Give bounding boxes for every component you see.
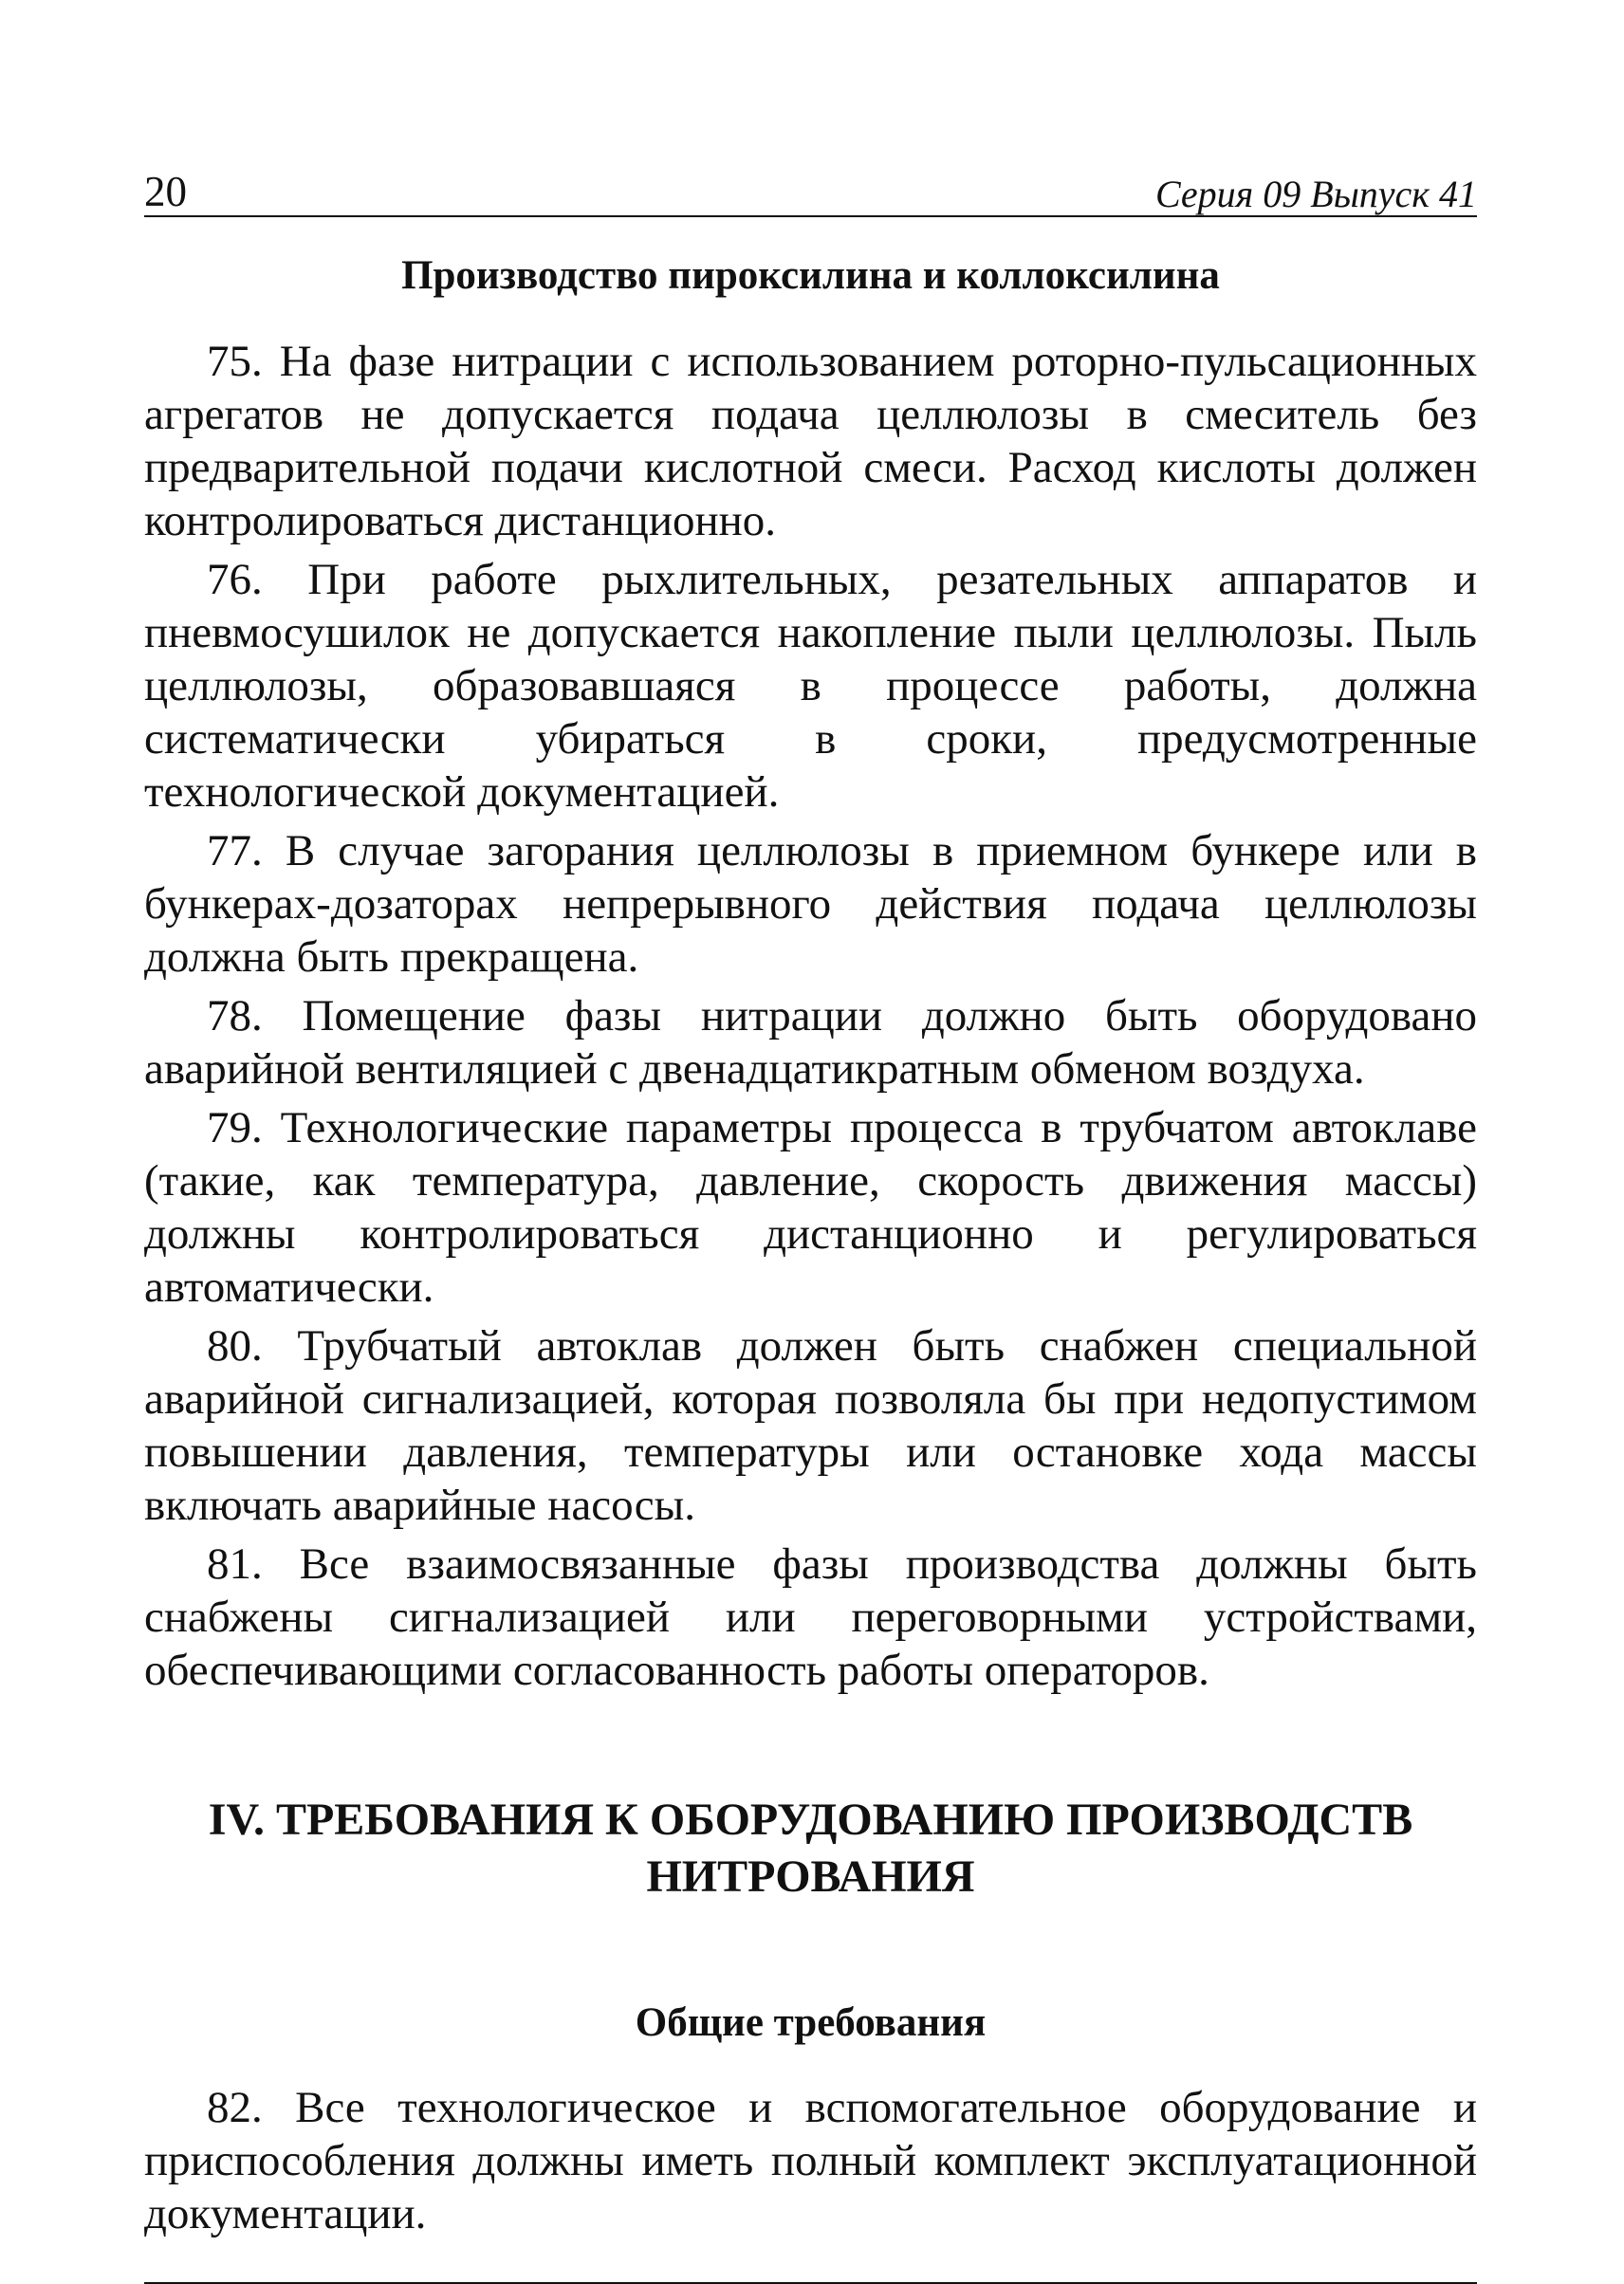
paragraph-75: 75. На фазе нитрации с использованием роторно-пульсационных агрегатов не допускается подача целлюлозы в смеситель без предварительной подачи кислотной смеси. Расход кислоты должен контролироваться дистанционно. — [144, 336, 1477, 545]
paragraph-81: 81. Все взаимосвязанные фазы производства должны быть снабжены сигнализацией или переговорными устройствами, обеспечивающими согласованность работы операторов. — [144, 1538, 1477, 1695]
paragraph-77: 77. В случае загорания целлюлозы в приемном бункере или в бункерах-дозаторах непрерывного действия подача целлюлозы должна быть прекращена. — [144, 825, 1477, 982]
page-header — [144, 157, 1477, 217]
paragraph-82: 82. Все технологическое и вспомогательное оборудование и приспособления должны иметь полный комплект эксплуатационной документации. — [144, 2083, 1477, 2239]
chapter-title-line1: IV. ТРЕБОВАНИЯ К ОБОРУДОВАНИЮ ПРОИЗВОДСТВ — [208, 1794, 1413, 1845]
paragraph-78: 78. Помещение фазы нитрации должно быть оборудовано аварийной вентиляцией с двенадцатикратным обменом воздуха. — [144, 990, 1477, 1094]
chapter-title-line2: НИТРОВАНИЯ — [646, 1851, 975, 1902]
paragraph-80: 80. Трубчатый автоклав должен быть снабжен специальной аварийной сигнализацией, которая позволяла бы при недопустимом повышении давления, температуры или остановке хода массы включать аварийные насосы. — [144, 1320, 1477, 1530]
subsection-title: Общие требования — [635, 1999, 987, 2045]
section-title: Производство пироксилина и коллоксилина — [401, 253, 1220, 298]
chapter-title — [144, 1792, 1477, 1906]
paragraph-79: 79. Технологические параметры процесса в трубчатом автоклаве (такие, как температура, давление, скорость движения массы) должны контролироваться дистанционно и регулироваться автоматически. — [144, 1102, 1477, 1312]
paragraph-76: 76. При работе рыхлительных, резательных аппаратов и пневмосушилок не допускается накопление пыли целлюлозы. Пыль целлюлозы, образовавшаяся в процессе работы, должна систематически убираться в сроки, предусмотренные технологической документацией. — [144, 554, 1477, 817]
series-label: Серия 09 Выпуск 41 — [1154, 173, 1477, 215]
document-page — [144, 157, 1477, 2284]
page-number: 20 — [144, 168, 187, 215]
